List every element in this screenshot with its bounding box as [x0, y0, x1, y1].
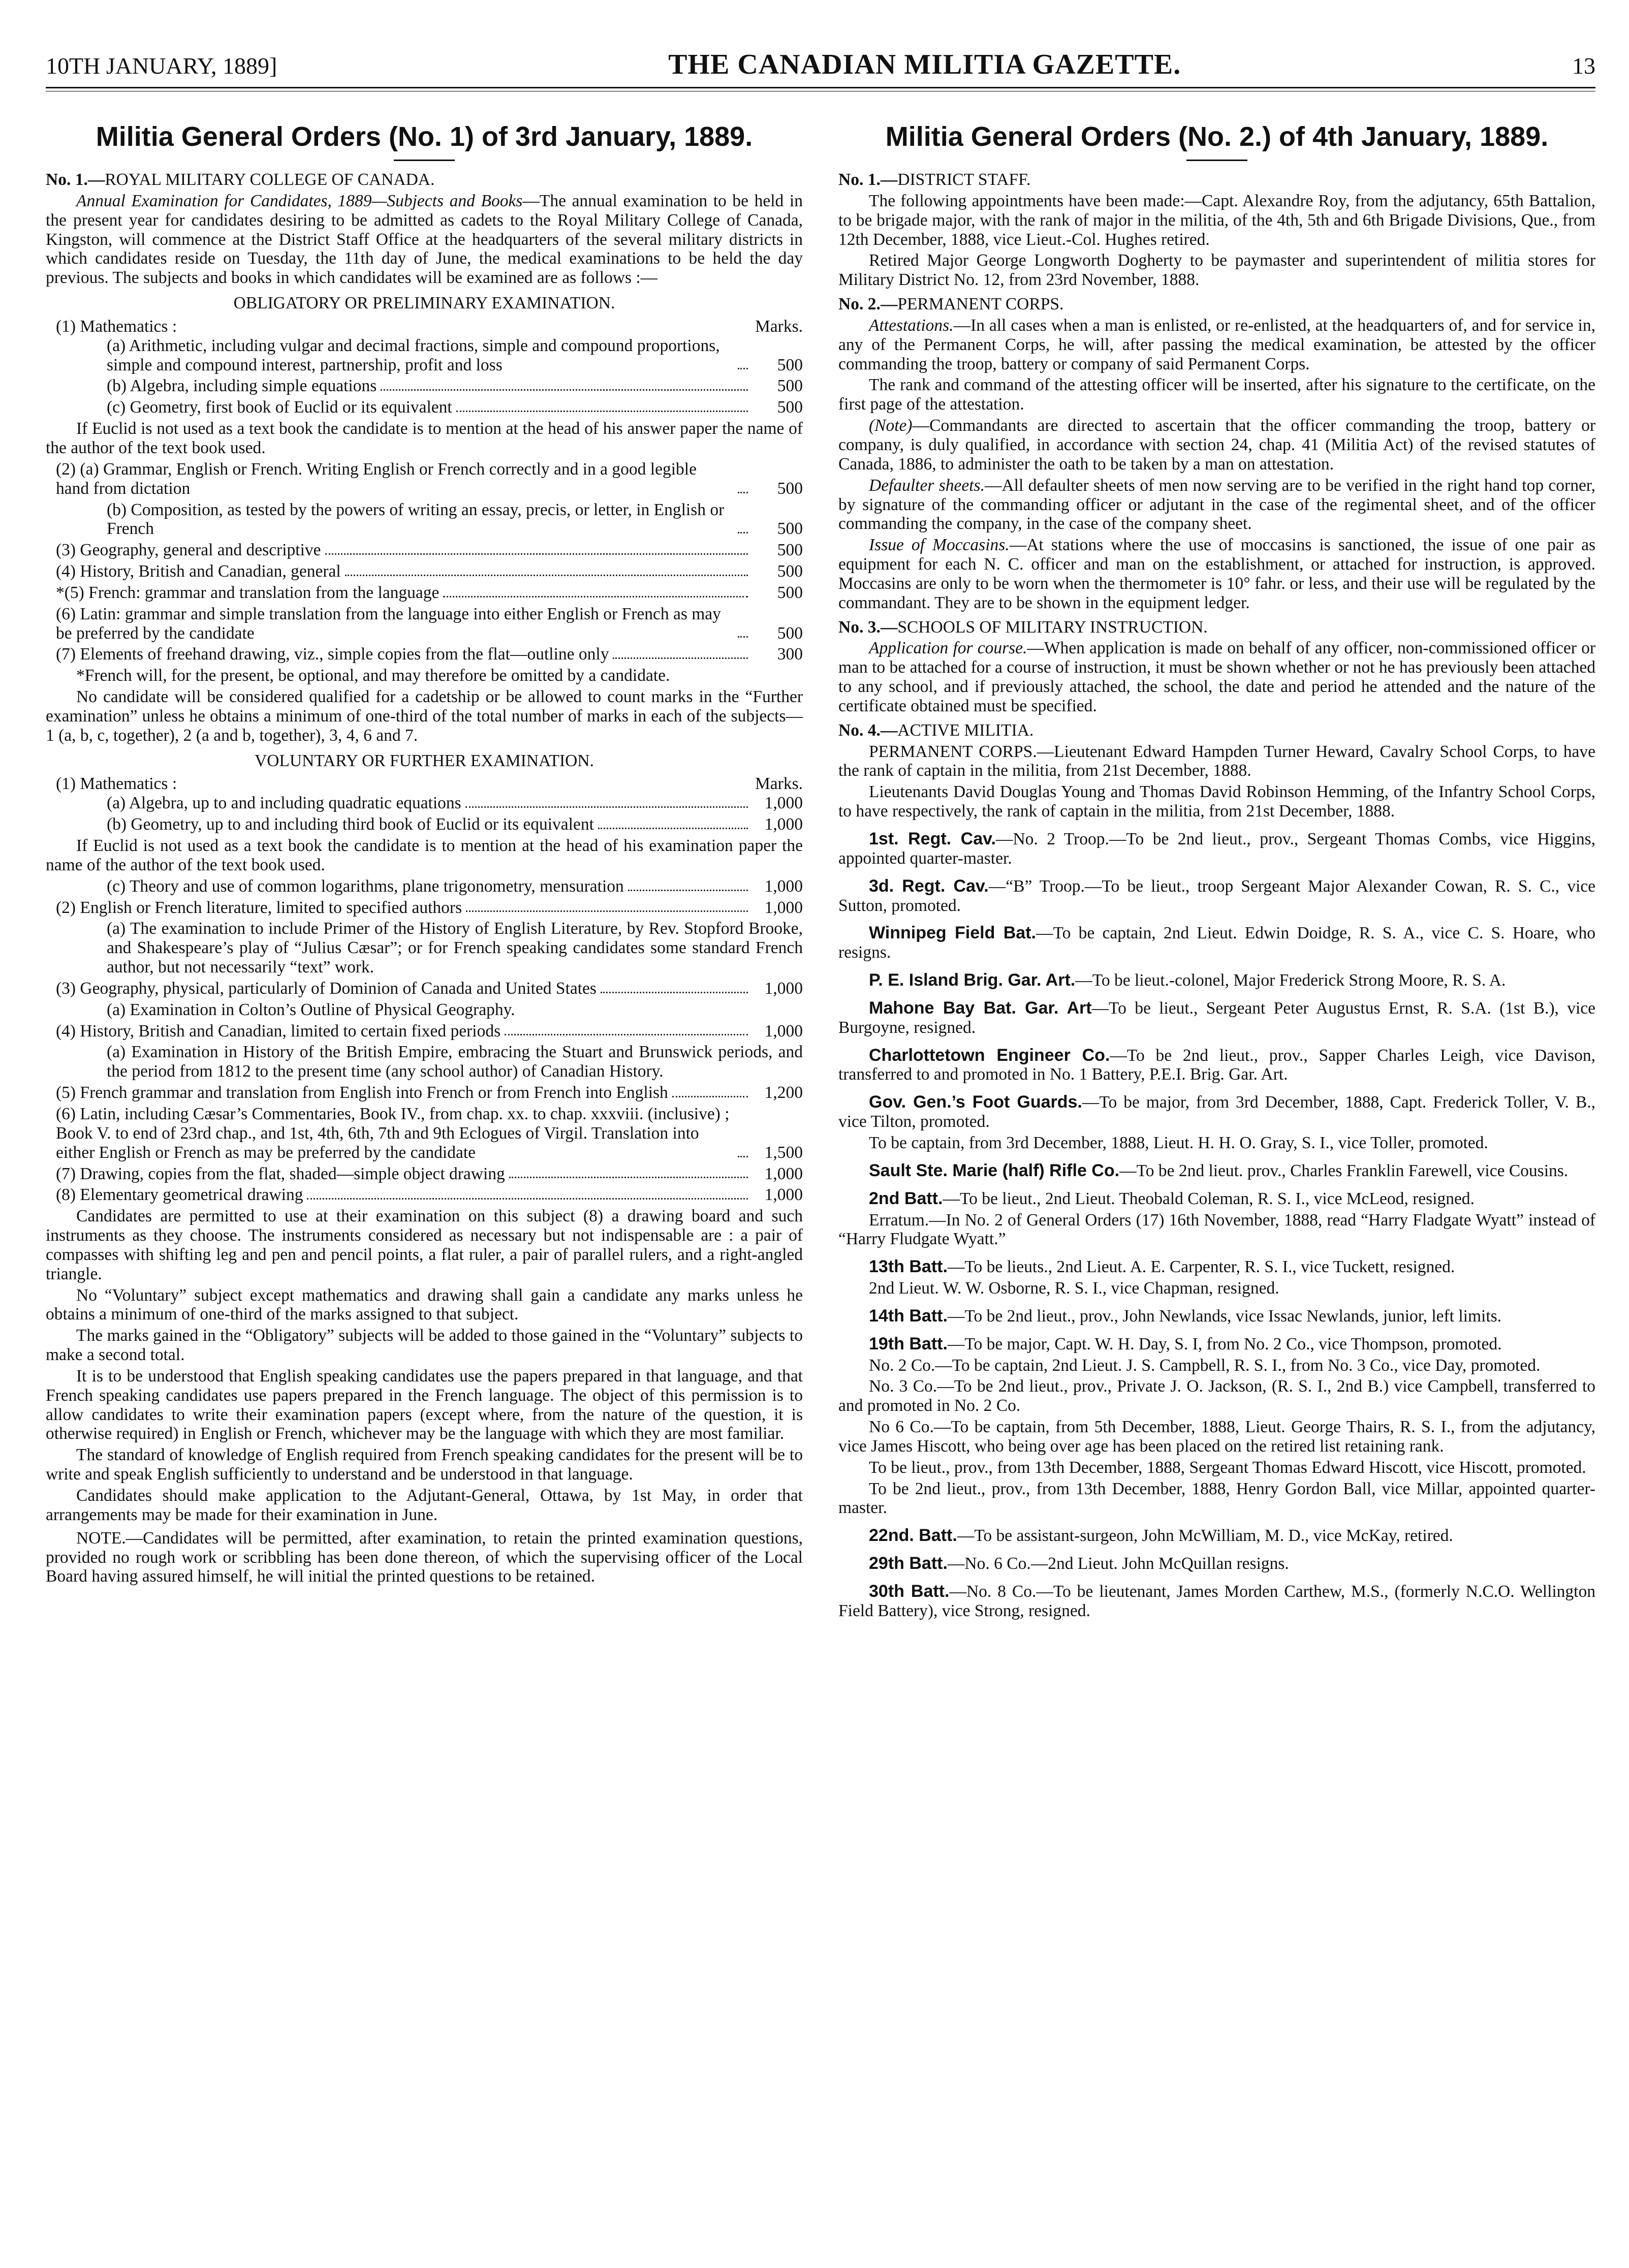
order-text: —To be major, from 3rd December, 1888, Capt. Frederick Toller, V. B., vice Tilton, promoted. [838, 1093, 1595, 1131]
subject-marks: 500 [777, 541, 803, 560]
order-line [838, 1418, 1595, 1456]
subject-text: (2) (a) Grammar, English or French. Writing English or French correctly and in a good legible hand from dictation [56, 459, 697, 498]
unit-order [838, 1334, 1595, 1518]
order-line [838, 1526, 1595, 1546]
leader-dots [628, 890, 748, 891]
subject-marks: 1,500 [764, 1143, 803, 1162]
left-column [46, 114, 803, 1623]
subject-marks: 500 [777, 562, 803, 581]
subject-marks: 500 [777, 479, 803, 498]
order-line [838, 1161, 1595, 1181]
intro-paragraph [46, 192, 803, 288]
header-rule [46, 87, 1595, 88]
subject-text: (c) Theory and use of common logarithms, plane trigonometry, mensuration [107, 876, 624, 896]
order-line [838, 1458, 1595, 1477]
subject-marks: 1,000 [764, 1164, 803, 1183]
unit-name: 30th Batt. [869, 1582, 950, 1601]
subject-marks: 1,200 [764, 1083, 803, 1102]
subject-marks: 1,000 [764, 1185, 803, 1205]
voluntary-heading: VOLUNTARY OR FURTHER EXAMINATION. [255, 751, 594, 770]
exam-subject-row [46, 336, 803, 375]
vol-math-label: (1) Mathematics : [56, 774, 177, 794]
subject-text: (a) Algebra, up to and including quadratic equations [107, 794, 461, 813]
leader-dots [465, 806, 748, 808]
unit-order [838, 1161, 1595, 1181]
left-heading: Militia General Orders (No. 1) of 3rd January, 1889. [96, 121, 753, 152]
paragraph-text: —At stations where the use of moccasins is sanctioned, the issue of one pair as equipment for each N. C. officer and man on the establishment, or attached for instruction, is approved. Moccasins are only to be worn when the thermometer is 10° fahr. or less, and their use will be regulated by the commandant. They are to be shown in the equipment ledger. [838, 536, 1595, 612]
order-text: —To be 2nd lieut. prov., Charles Franklin Farewell, vice Cousins. [1119, 1161, 1569, 1180]
exam-subject-row [46, 877, 803, 896]
subject-marks: 1,000 [764, 1021, 803, 1041]
paragraph [838, 742, 1595, 781]
order-text: No 6 Co.—To be captain, from 5th December, 1888, Lieut. George Thairs, R. S. I., from the adjutancy, vice James Hiscott, who being over age has been placed on the retired list retaining rank. [838, 1418, 1595, 1456]
unit-name: 1st. Regt. Cav. [869, 829, 996, 849]
subject-text: (b) Algebra, including simple equations [107, 376, 377, 396]
paragraph-lead: Attestations. [869, 316, 954, 335]
district-staff-heading [838, 170, 1595, 190]
paragraph: Candidates are permitted to use at their examination on this subject (8) a drawing board and such instruments as they choose. The instruments considered as necessary but not indispensable are : a pair of compasses with shifting leg and pen and pencil points, a flat ruler, a pair of parallel rulers, and a right-angled triangle. [46, 1207, 803, 1283]
exam-subject-row [46, 815, 803, 834]
marks-header [46, 317, 803, 336]
paragraph [838, 316, 1595, 374]
order-line [838, 1133, 1595, 1153]
exam-subject-row [46, 979, 803, 998]
unit-order [838, 876, 1595, 916]
subject-text: (c) Geometry, first book of Euclid or its equivalent [107, 398, 452, 417]
section-title: ROYAL MILITARY COLLEGE OF CANADA. [105, 170, 435, 190]
section-title: DISTRICT STAFF. [897, 170, 1031, 190]
exam-subject-row [46, 898, 803, 918]
subject-text: (3) Geography, physical, particularly of Dominion of Canada and United States [56, 979, 597, 998]
obligatory-list-2 [46, 460, 803, 664]
unit-order [838, 1046, 1595, 1085]
voluntary-list-5 [46, 1083, 803, 1205]
schools-heading [838, 618, 1595, 637]
unit-name: 22nd. Batt. [869, 1526, 957, 1546]
vol-marks-header [46, 774, 803, 794]
exam-subject-row [46, 794, 803, 813]
leader-dots [345, 575, 748, 576]
exam-subject-row [46, 583, 803, 603]
subject-text: (5) French grammar and translation from English into French or from French into English [56, 1083, 668, 1102]
subject-marks: 1,000 [764, 876, 803, 896]
order-text: —To be lieut., Sergeant Peter Augustus Ernst, R. S.A. (1st B.), vice Burgoyne, resigned. [838, 998, 1595, 1037]
paragraph [838, 536, 1595, 612]
order-line [838, 1377, 1595, 1415]
leader-dots [613, 657, 748, 659]
section-title: PERMANENT CORPS. [897, 295, 1064, 314]
subject-text: (8) Elementary geometrical drawing [56, 1185, 303, 1205]
unit-order [838, 923, 1595, 962]
unit-order [838, 1257, 1595, 1298]
paragraph-text: —All defaulter sheets of men now serving are to be verified in the right hand top corner, by signature of the commanding officer or adjutant in the case of the regimental sheet, and of the officer commanding the company, in the case of the company sheet. [838, 476, 1595, 533]
voluntary-list-3 [46, 979, 803, 998]
header-title: THE CANADIAN MILITIA GAZETTE. [668, 49, 1181, 80]
subject-marks: 1,000 [764, 898, 803, 917]
order-text: —To be lieut.-colonel, Major Frederick Strong Moore, R. S. A. [1075, 971, 1506, 990]
exam-subject-row [46, 500, 803, 539]
closing-paragraphs [46, 1207, 803, 1525]
paragraph-lead: Defaulter sheets. [869, 476, 985, 495]
paragraph [838, 782, 1595, 821]
unit-order [838, 1306, 1595, 1326]
paragraph-text: —In all cases when a man is enlisted, or re-enlisted, at the headquarters of, and for service in, any of the Permanent Corps, he will, after passing the medical examination, be attested by the officer commanding the troop, battery or company of said Permanent Corps. [838, 316, 1595, 373]
unit-name: Gov. Gen.’s Foot Guards. [869, 1092, 1082, 1112]
order-text: —To be 2nd lieut., prov., Sapper Charles Leigh, vice Davison, transferred to and promoted in No. 1 Battery, P.E.I. Brig. Gar. Art. [838, 1046, 1595, 1084]
unit-order [838, 1189, 1595, 1249]
order-line [838, 1189, 1595, 1209]
final-note: NOTE.—Candidates will be permitted, after examination, to retain the printed examination questions, provided no rough work or scribbling has been done thereon, of which the supervising officer of the Local Board having assured himself, he will initial the printed questions to be retained. [46, 1528, 803, 1586]
order-text: No. 3 Co.—To be 2nd lieut., prov., Private J. O. Jackson, (R. S. I., 2nd B.) vice Campbell, transferred to and promoted in No. 2 Co. [838, 1377, 1595, 1415]
paragraph: The marks gained in the “Obligatory” subjects will be added to those gained in the “Voluntary” subjects to make a second total. [46, 1326, 803, 1365]
subject-marks: 300 [777, 645, 803, 664]
vol-marks-label: Marks. [755, 774, 803, 794]
subject-text: (7) Elements of freehand drawing, viz., simple copies from the flat—outline only [56, 645, 609, 664]
order-text: —To be lieuts., 2nd Lieut. A. E. Carpenter, R. S. I., vice Tuckett, resigned. [947, 1257, 1455, 1277]
leader-dots [456, 411, 748, 412]
unit-name: 2nd Batt. [869, 1188, 943, 1208]
exam-subject-row [46, 541, 803, 560]
unit-orders [838, 829, 1595, 1621]
subject-marks: 500 [777, 355, 803, 374]
order-line [838, 1334, 1595, 1354]
literature-note: (a) The examination to include Primer of the History of English Literature, by Rev. Stopford Brooke, and Shakespeare’s play of “Julius Cæsar”; or for French speaking candidates some standard French author, but not necessarily “text” work. [107, 919, 803, 977]
unit-name: Sault Ste. Marie (half) Rifle Co. [869, 1160, 1120, 1180]
paragraph-text: —Lieutenant Edward Hampden Turner Heward, Cavalry School Corps, to have the rank of captain in the militia, from 21st December, 1888. [838, 742, 1595, 780]
subject-marks: 500 [777, 519, 803, 539]
marks-label: Marks. [755, 317, 803, 336]
subject-text: (b) Composition, as tested by the powers of writing an essay, precis, or letter, in English or French [107, 500, 725, 539]
unit-name: 29th Batt. [869, 1554, 948, 1573]
leader-dots [738, 636, 748, 638]
paragraph [838, 416, 1595, 474]
exam-subject-row [46, 605, 803, 643]
exam-subject-row [46, 1083, 803, 1102]
page-number: 13 [1572, 53, 1595, 79]
right-column [838, 114, 1595, 1623]
subject-text: (6) Latin, including Cæsar’s Commentaries, Book IV., from chap. xx. to chap. xxxviii. (inclusive) ; Book V. to end of 23rd chap., and 1st, 4th, 6th, 7th and 9th Eclogues of Virgil. Translation into either English or French as may be preferred by the candidate [56, 1104, 730, 1162]
subject-marks: 500 [777, 623, 803, 643]
unit-order [838, 1582, 1595, 1621]
section-number: No. 1.— [46, 170, 105, 190]
subject-text: (2) English or French literature, limited to specified authors [56, 898, 462, 917]
order-text: —To be 2nd lieut., prov., John Newlands, vice Issac Newlands, junior, left limits. [947, 1306, 1502, 1326]
permanent-corps-heading [838, 295, 1595, 314]
order-text: No. 2 Co.—To be captain, 2nd Lieut. J. S. Campbell, R. S. I., from No. 3 Co., vice Day, promoted. [869, 1356, 1541, 1375]
unit-name: 19th Batt. [869, 1334, 948, 1353]
leader-dots [738, 368, 748, 369]
order-line [838, 1356, 1595, 1375]
paragraph-text: The rank and command of the attesting officer will be inserted, after his signature to the certificate, on the first page of the attestation. [838, 375, 1595, 414]
leader-dots [443, 596, 748, 597]
paragraph-lead: (Note) [869, 416, 913, 435]
unit-order [838, 970, 1595, 990]
subject-marks: 500 [777, 583, 803, 602]
history-note: (a) Examination in History of the British Empire, embracing the Stuart and Brunswick periods, and the period from 1812 to the present time (any school author) of Canadian History. [107, 1043, 803, 1081]
order-text: —To be lieut., 2nd Lieut. Theobald Coleman, R. S. I., vice McLeod, resigned. [943, 1189, 1475, 1208]
exam-subject-row [46, 1105, 803, 1162]
section-number: No. 4.— [838, 720, 898, 740]
section-title: SCHOOLS OF MILITARY INSTRUCTION. [897, 617, 1208, 637]
order-text: —To be captain, 2nd Lieut. Edwin Doidge, R. S. A., vice C. S. Hoare, who resigns. [838, 924, 1595, 962]
unit-order [838, 1554, 1595, 1573]
unit-name: 14th Batt. [869, 1306, 948, 1326]
active-militia-intro [838, 742, 1595, 821]
subject-marks: 1,000 [764, 794, 803, 813]
unit-order [838, 1092, 1595, 1153]
order-line [838, 998, 1595, 1037]
euclid-note-2: If Euclid is not used as a text book the candidate is to mention at the head of his examination paper the name of the author of the text book used. [46, 836, 803, 874]
header-date: 10TH JANUARY, 1889] [46, 53, 277, 79]
math-label: (1) Mathematics : [56, 317, 177, 336]
paragraph-text: —Commandants are directed to ascertain that the officer commanding the troop, battery or company, is duly qualified, in accordance with section 24, chap. 41 (Militia Act) of the revised statutes of Canada, 1886, to administer the oath to be taken by a man on attestation. [838, 416, 1595, 474]
leader-dots [307, 1198, 748, 1200]
paragraph-lead: Issue of Moccasins. [869, 536, 1010, 555]
schools-paragraph [838, 639, 1595, 715]
order-line [838, 1582, 1595, 1621]
section-title: ACTIVE MILITIA. [897, 720, 1034, 740]
unit-name: Charlottetown Engineer Co. [869, 1045, 1110, 1065]
page-header [46, 48, 1595, 84]
paragraph [838, 476, 1595, 534]
subject-marks: 500 [777, 376, 803, 396]
order-line [838, 1279, 1595, 1298]
euclid-note: If Euclid is not used as a text book the candidate is to mention at the head of his answer paper the name of the author of the text book used. [46, 419, 803, 457]
heading-rule-right [1186, 160, 1247, 161]
order-text: —No. 6 Co.—2nd Lieut. John McQuillan resigns. [947, 1554, 1289, 1573]
order-text: To be captain, from 3rd December, 1888, Lieut. H. H. O. Gray, S. I., vice Toller, promoted. [869, 1133, 1488, 1152]
subject-text: (7) Drawing, copies from the flat, shaded—simple object drawing [56, 1164, 505, 1183]
exam-subject-row [46, 645, 803, 664]
leader-dots [466, 910, 748, 912]
order-line [838, 923, 1595, 962]
leader-dots [598, 828, 748, 829]
order-text: 2nd Lieut. W. W. Osborne, R. S. I., vice Chapman, resigned. [869, 1279, 1279, 1298]
active-militia-heading [838, 721, 1595, 740]
paragraph: The standard of knowledge of English required from French speaking candidates for the present will be to write and speak English sufficiently to understand and be understood in that language. [46, 1445, 803, 1484]
district-staff-body [838, 192, 1595, 290]
subject-text: *(5) French: grammar and translation from the language [56, 583, 440, 602]
paragraph: Retired Major George Longworth Dogherty to be paymaster and superintendent of militia stores for Military District No. 12, from 23rd November, 1888. [838, 251, 1595, 290]
permanent-corps-body [838, 316, 1595, 613]
gazette-page [46, 48, 1595, 2243]
order-line [838, 1046, 1595, 1085]
exam-subject-row [46, 1164, 803, 1184]
unit-name: P. E. Island Brig. Gar. Art. [869, 970, 1076, 990]
order-line [838, 1257, 1595, 1277]
subject-marks: 1,000 [764, 815, 803, 834]
french-note: *French will, for the present, be optional, and may therefore be omitted by a candidate. [76, 666, 670, 685]
heading-rule [394, 160, 455, 161]
section-heading [46, 170, 803, 190]
unit-order [838, 1526, 1595, 1546]
leader-dots [325, 553, 748, 555]
order-text: To be 2nd lieut., prov., from 13th December, 1888, Henry Gordon Ball, vice Millar, appointed quarter-master. [838, 1479, 1595, 1518]
subject-marks: 500 [777, 398, 803, 417]
paragraph: Candidates should make application to the Adjutant-General, Ottawa, by 1st May, in order that arrangements may be made for their examination in June. [46, 1486, 803, 1524]
leader-dots [509, 1177, 748, 1178]
paragraph-text: Lieutenants David Douglas Young and Thomas David Robinson Hemming, of the Infantry School Corps, to have respectively, the rank of captain in the militia, from 21st December, 1888. [838, 782, 1595, 821]
order-text: —No. 2 Troop.—To be 2nd lieut., prov., Sergeant Thomas Combs, vice Higgins, appointed quarter-master. [838, 830, 1595, 868]
subject-text: (a) Arithmetic, including vulgar and decimal fractions, simple and compound proportions, simple and compound interest, partnership, profit and loss [107, 336, 720, 374]
geography-note: (a) Examination in Colton’s Outline of Physical Geography. [107, 1000, 515, 1019]
qualify-note: No candidate will be considered qualified for a cadetship or be allowed to count marks in the “Further examination” unless he obtains a minimum of one-third of the total number of marks in each of the subjects—1 (a, b, c, together), 2 (a and b, together), 3, 4, 6 and 7. [46, 687, 803, 745]
leader-dots [505, 1034, 748, 1035]
order-line [838, 1092, 1595, 1131]
subject-text: (b) Geometry, up to and including third book of Euclid or its equivalent [107, 815, 594, 834]
paragraph-lead: PERMANENT CORPS. [869, 742, 1037, 761]
order-line [838, 876, 1595, 916]
unit-order [838, 998, 1595, 1037]
subject-text: (4) History, British and Canadian, general [56, 562, 341, 581]
order-line [838, 829, 1595, 868]
leader-dots [672, 1096, 748, 1097]
schools-lead: Application for course. [869, 639, 1027, 658]
subject-text: (4) History, British and Canadian, limited to certain fixed periods [56, 1021, 501, 1041]
right-heading: Militia General Orders (No. 2.) of 4th January, 1889. [885, 121, 1549, 152]
paragraph: No “Voluntary” subject except mathematics and drawing shall gain a candidate any marks unless he obtains a minimum of one-third of the marks assigned to that subject. [46, 1285, 803, 1324]
intro-italic: Annual Examination for Candidates, 1889—Subjects and Books [76, 191, 523, 210]
order-line [838, 1211, 1595, 1249]
order-line [838, 1554, 1595, 1573]
voluntary-list-2 [46, 877, 803, 918]
paragraph [838, 375, 1595, 414]
exam-subject-row [46, 1022, 803, 1041]
exam-subject-row [46, 1185, 803, 1205]
order-text: —No. 8 Co.—To be lieutenant, James Morden Carthew, M.S., (formerly N.C.O. Wellington Field Battery), vice Strong, resigned. [838, 1582, 1595, 1620]
leader-dots [738, 492, 748, 493]
order-text: —“B” Troop.—To be lieut., troop Sergeant Major Alexander Cowan, R. S. C., vice Sutton, promoted. [838, 876, 1595, 915]
paragraph: It is to be understood that English speaking candidates use the papers prepared in that language, and that French speaking candidates use papers prepared in the French language. The object of this permission is to allow candidates to write their examination papers (except where, from the nature of the question, it is otherwise required) in English or French, whichever may be the language with which they are most familiar. [46, 1366, 803, 1443]
exam-subject-row [46, 376, 803, 396]
order-line [838, 970, 1595, 990]
leader-dots [381, 389, 748, 391]
voluntary-list [46, 794, 803, 834]
subject-marks: 1,000 [764, 979, 803, 998]
order-text: —To be major, Capt. W. H. Day, S. I, from No. 2 Co., vice Thompson, promoted. [947, 1334, 1502, 1353]
unit-name: Winnipeg Field Bat. [869, 923, 1036, 943]
leader-dots [738, 1156, 748, 1157]
unit-name: Mahone Bay Bat. Gar. Art [869, 998, 1092, 1018]
order-line [838, 1306, 1595, 1326]
exam-subject-row [46, 562, 803, 581]
unit-order [838, 829, 1595, 868]
paragraph: The following appointments have been made:—Capt. Alexandre Roy, from the adjutancy, 65th Battalion, to be brigade major, with the rank of major in the militia, of the 4th, 5th and 6th Brigade Divisions, Que., from 12th December, 1888, vice Lieut.-Col. Hughes retired. [838, 191, 1595, 249]
leader-dots [601, 992, 748, 993]
voluntary-list-4 [46, 1022, 803, 1041]
order-line [838, 1479, 1595, 1518]
subject-text: (3) Geography, general and descriptive [56, 541, 321, 560]
order-text: Erratum.—In No. 2 of General Orders (17) 16th November, 1888, read “Harry Fladgate Wyatt” instead of “Harry Fludgate Wyatt.” [838, 1210, 1595, 1249]
obligatory-list [46, 336, 803, 417]
intro-text: —The annual examination to be held in the present year for candidates desiring to be admitted as cadets to the Royal Military College of Canada, Kingston, will commence at the District Staff Office at the headquarters of the several military districts in which candidates reside on Tuesday, the 11th day of June, the medical examinations to be held the day previous. The subjects and books in which candidates will be examined are as follows :— [46, 191, 803, 288]
schools-text: —When application is made on behalf of any officer, non-commissioned officer or man to be attached for a course of instruction, it must be shown whether or not he has previously been attached to any school, and if previously attached, the school, the date and period he attended and the nature of the certificate obtained must be specified. [838, 639, 1596, 715]
unit-name: 13th Batt. [869, 1257, 948, 1277]
exam-subject-row [46, 460, 803, 498]
order-text: To be lieut., prov., from 13th December, 1888, Sergeant Thomas Edward Hiscott, vice Hiscott, promoted. [869, 1458, 1586, 1477]
exam-subject-row [46, 398, 803, 417]
unit-name: 3d. Regt. Cav. [869, 876, 989, 896]
obligatory-heading: OBLIGATORY OR PRELIMINARY EXAMINATION. [233, 294, 615, 313]
section-number: No. 2.— [838, 295, 898, 314]
section-number: No. 3.— [838, 617, 898, 637]
order-text: —To be assistant-surgeon, John McWilliam, M. D., vice McKay, retired. [957, 1526, 1453, 1546]
section-number: No. 1.— [838, 170, 898, 190]
leader-dots [738, 532, 748, 533]
subject-text: (6) Latin: grammar and simple translation from the language into either English or French as may be preferred by the candidate [56, 604, 721, 643]
